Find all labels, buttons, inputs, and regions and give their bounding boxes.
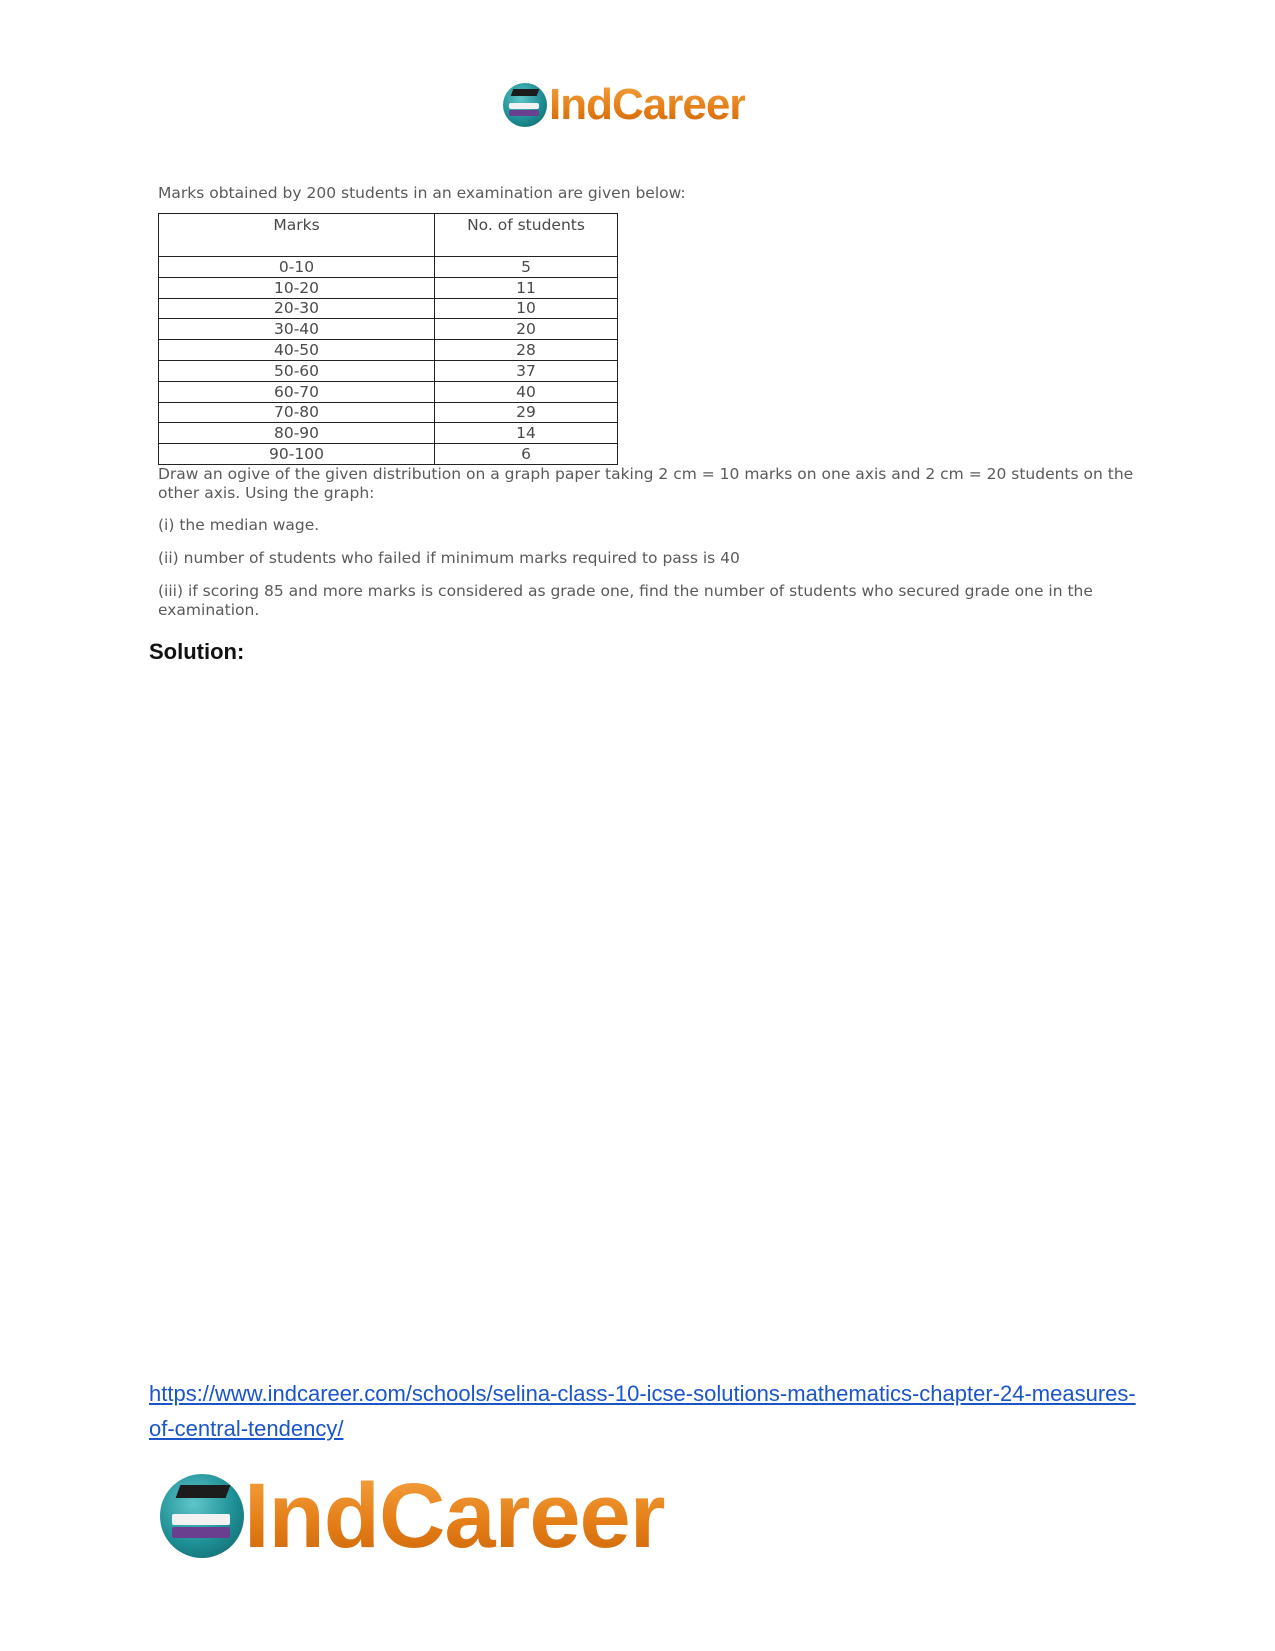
- solution-heading: Solution:: [149, 639, 245, 664]
- table-row: [159, 381, 618, 402]
- question-part-3: (iii) if scoring 85 and more marks is considered as grade one, find the number of students who secured grade one in the examination.: [158, 581, 1093, 619]
- logo-wordmark: IndCareer: [244, 1465, 665, 1567]
- students-cell: 6: [435, 444, 618, 465]
- indcareer-emblem-icon: [503, 83, 547, 127]
- question-part-1: (i) the median wage.: [158, 515, 320, 534]
- table-header-row: [159, 214, 618, 257]
- logo-wordmark: IndCareer: [549, 80, 746, 129]
- table-row: [159, 257, 618, 278]
- question-instruction: Draw an ogive of the given distribution on a graph paper taking 2 cm = 10 marks on one axis and 2 cm = 20 students on the other axis. Using the graph:: [158, 464, 1134, 502]
- marks-cell: 50-60: [159, 360, 435, 381]
- marks-cell: 60-70: [159, 381, 435, 402]
- students-cell: 28: [435, 340, 618, 361]
- column-header-students: No. of students: [435, 214, 618, 257]
- marks-cell: 10-20: [159, 277, 435, 298]
- marks-cell: 0-10: [159, 257, 435, 278]
- marks-cell: 90-100: [159, 444, 435, 465]
- marks-cell: 30-40: [159, 319, 435, 340]
- table-row: [159, 444, 618, 465]
- students-cell: 14: [435, 423, 618, 444]
- indcareer-emblem-icon: [160, 1474, 244, 1558]
- marks-table: [158, 213, 618, 465]
- question-part-2: (ii) number of students who failed if minimum marks required to pass is 40: [158, 548, 740, 567]
- students-cell: 29: [435, 402, 618, 423]
- footer-logo: [160, 1466, 665, 1566]
- marks-cell: 70-80: [159, 402, 435, 423]
- students-cell: 10: [435, 298, 618, 319]
- table-row: [159, 423, 618, 444]
- column-header-marks: Marks: [159, 214, 435, 257]
- students-cell: 5: [435, 257, 618, 278]
- students-cell: 11: [435, 277, 618, 298]
- marks-cell: 20-30: [159, 298, 435, 319]
- question-intro: Marks obtained by 200 students in an examination are given below:: [158, 184, 686, 202]
- marks-cell: 80-90: [159, 423, 435, 444]
- table-row: [159, 277, 618, 298]
- table-row: [159, 298, 618, 319]
- table-row: [159, 340, 618, 361]
- table-row: [159, 319, 618, 340]
- table-row: [159, 402, 618, 423]
- question-block: [158, 183, 1138, 620]
- table-row: [159, 360, 618, 381]
- students-cell: 40: [435, 381, 618, 402]
- header-logo: [503, 80, 745, 130]
- marks-cell: 40-50: [159, 340, 435, 361]
- students-cell: 37: [435, 360, 618, 381]
- students-cell: 20: [435, 319, 618, 340]
- source-link[interactable]: https://www.indcareer.com/schools/selina-class-10-icse-solutions-mathematics-chapter-24-measures-of-central-tendency/: [149, 1381, 1136, 1441]
